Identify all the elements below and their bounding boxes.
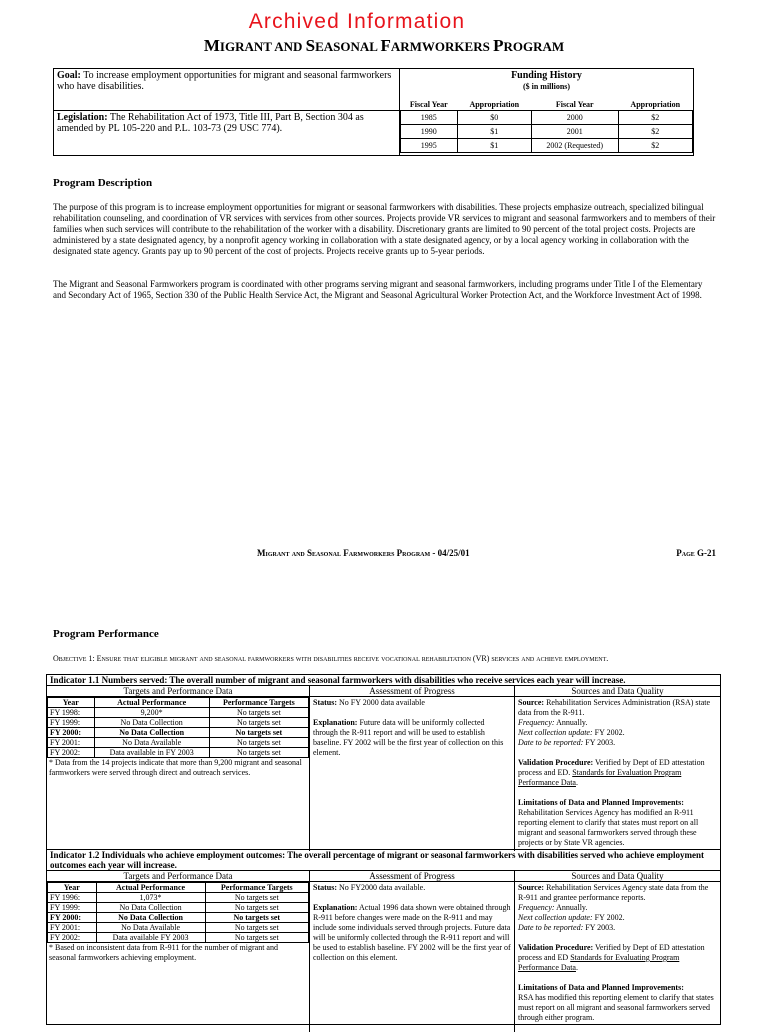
program-summary-box bbox=[53, 68, 694, 156]
funding-history bbox=[400, 69, 693, 155]
table-row: 1985 $0 2000 $2 bbox=[401, 111, 693, 125]
funding-history-title: Funding History bbox=[511, 70, 582, 81]
table-row: FY 2002: Data available in FY 2003 No targets set bbox=[48, 748, 309, 758]
targets-performance-cell bbox=[47, 697, 310, 851]
indicator-1-1-table bbox=[46, 674, 721, 850]
sources-cell: Source: Rehabilitation Services Agency state data from the R-911 and grantee performance reports. Frequency: Annually. Next collection update: FY 2002. Date to be reported: FY 2003. Validation Procedure: Verified by Dept of ED attestation process and ED Standards for Evaluating Program Performance Data. Limitations of Data and Planned Improvements: RSA has modified this reporting element to clarify that states must report on all migrant and seasonal farmworkers served through either program. bbox=[518, 883, 714, 1022]
table-row: FY 2001: No Data Available No targets set bbox=[48, 738, 309, 748]
performance-table: Year Actual Performance Performance Targets FY 1998: 9,200* No targets set FY 1999: No Data Collection No targets set FY 2000: No Data Collection No targets set FY 2001: No Data Available No targets set FY 2002: Data available in FY 2003 No targets set bbox=[47, 697, 309, 758]
objective-statement: Objective 1: Ensure that eligible migrant and seasonal farmworkers with disabilities receive vocational rehabilitation (VR) services and achieve employment. bbox=[53, 654, 609, 663]
page-number: Page G-21 bbox=[676, 548, 716, 558]
performance-table: Year Actual Performance Performance Targets FY 1996: 1,073* No targets set FY 1999: No Data Collection No targets set FY 2000: No Data Collection No targets set FY 2001: No Data Available No targets set FY 2002: Data available FY 2003 No targets set bbox=[47, 882, 309, 943]
column-head-sources: Sources and Data Quality bbox=[571, 686, 664, 696]
table-row: FY 1999: No Data Collection No targets set bbox=[48, 903, 309, 913]
column-head-targets: Targets and Performance Data bbox=[47, 686, 310, 696]
footer-title: Migrant and Seasonal Farmworkers Program - 04/25/01 bbox=[257, 548, 470, 558]
table-row: 1995 $1 2002 (Requested) $2 bbox=[401, 139, 693, 153]
targets-performance-cell bbox=[47, 882, 310, 1032]
goal-statement: Goal: To increase employment opportunities for migrant and seasonal farmworkers who have disabilities. bbox=[57, 70, 392, 92]
assessment-cell: Status: No FY 2000 data available Explanation: Future data will be uniformly collected through the R-911 report and will be used to establish baseline. FY 2002 will be the first year of collection on this element. bbox=[310, 697, 515, 851]
table-row: FY 2001: No Data Available No targets set bbox=[48, 923, 309, 933]
table-row: FY 2002: Data available FY 2003 No targets set bbox=[48, 933, 309, 943]
program-description-paragraph: The purpose of this program is to increase employment opportunities for migrant or seasonal farmworkers with disabilities. These projects emphasize outreach, specialized bilingual rehabilitation counseling, and coordination of VR services with services from other sources. Projects provide VR services to migrant and seasonal farmworkers and to members of their families when such services will contribute to the rehabilitation of the worker with a disability. Discretionary grants are limited to 90 percent of the total project costs. Projects are administered by a state designated agency, by a nonprofit agency working in collaboration with a state designated agency, or by a local agency working in collaboration with the designated state agency. Grants pay up to 90 percent of the cost of projects. Projects receive grants up to 5-year periods. bbox=[53, 202, 716, 256]
indicator-1-1-title: Indicator 1.1 Numbers served: The overall number of migrant and seasonal farmworkers with disabilities who receive services each year will increase. bbox=[47, 675, 720, 686]
assessment-cell: Status: No FY2000 data available. Explanation: Actual 1996 data shown were obtained through R-911 before changes were made on the R-911 and may include some individuals served through projects. Future data will be uniformly collected through the R-911 report and will be used to establish baseline. FY 2002 will be the first year of collection on this element. bbox=[310, 882, 515, 1032]
indicator-1-2-title: Indicator 1.2 Individuals who achieve employment outcomes: The overall percentage of migrant or seasonal farmworkers with disabilities served who achieve employment outcomes each year will increase. bbox=[47, 850, 720, 871]
column-head-assessment: Assessment of Progress bbox=[310, 871, 515, 881]
program-performance-heading: Program Performance bbox=[53, 628, 159, 640]
standards-link[interactable]: Standards for Evaluation Program Performance Data bbox=[518, 768, 682, 787]
archived-banner: Archived Information bbox=[248, 10, 466, 33]
table-row: FY 1999: No Data Collection No targets set bbox=[48, 718, 309, 728]
sources-cell: Source: Rehabilitation Services Administration (RSA) state data from the R-911. Frequency: Annually. Next collection update: FY 2002. Date to be reported: FY 2003. Validation Procedure: Verified by Dept of ED attestation process and ED. Standards for Evaluation Program Performance Data. Limitations of Data and Planned Improvements: Rehabilitation Services Agency has modified an R-911 reporting element to clarify that states must report on all migrant and seasonal farmworkers served through these projects or by State VR agencies. bbox=[518, 698, 711, 847]
funding-table: Fiscal Year Appropriation Fiscal Year Appropriation 1985 $0 2000 $2 1990 $1 2001 $2 1995 $1 2002 (Requested) $2 bbox=[400, 98, 693, 153]
table-row: FY 2000: No Data Collection No targets set bbox=[48, 728, 309, 738]
footnote: * Based on inconsistent data from R-911 for the number of migrant and seasonal farmworkers achieving employment. bbox=[49, 943, 278, 962]
table-row: FY 1998: 9,200* No targets set bbox=[48, 708, 309, 718]
table-row: FY 1996: 1,073* No targets set bbox=[48, 893, 309, 903]
footnote: * Data from the 14 projects indicate that more than 9,200 migrant and seasonal farmworkers were served through direct and outreach services. bbox=[49, 758, 302, 777]
program-coordination-paragraph: The Migrant and Seasonal Farmworkers program is coordinated with other programs serving migrant and seasonal farmworkers, including programs under Title I of the Elementary and Secondary Act of 1965, Section 330 of the Public Health Service Act, the Migrant and Seasonal Agricultural Worker Protection Act, and the Workforce Investment Act of 1998. bbox=[53, 279, 703, 300]
column-head-targets: Targets and Performance Data bbox=[47, 871, 310, 881]
table-row: 1990 $1 2001 $2 bbox=[401, 125, 693, 139]
indicator-1-2-table bbox=[46, 849, 721, 1025]
program-description-heading: Program Description bbox=[53, 177, 153, 189]
table-row: FY 2000: No Data Collection No targets set bbox=[48, 913, 309, 923]
column-head-assessment: Assessment of Progress bbox=[310, 686, 515, 696]
standards-link[interactable]: Standards for Evaluating Program Performance Data bbox=[518, 953, 680, 972]
column-head-sources: Sources and Data Quality bbox=[571, 871, 664, 881]
funding-history-subtitle: ($ in millions) bbox=[522, 82, 571, 91]
legislation-statement: Legislation: The Rehabilitation Act of 1973, Title III, Part B, Section 304 as amended by PL 105-220 and P.L. 103-73 (29 USC 774). bbox=[57, 112, 364, 134]
program-title: MIGRANT AND SEASONAL FARMWORKERS PROGRAM bbox=[203, 36, 565, 55]
